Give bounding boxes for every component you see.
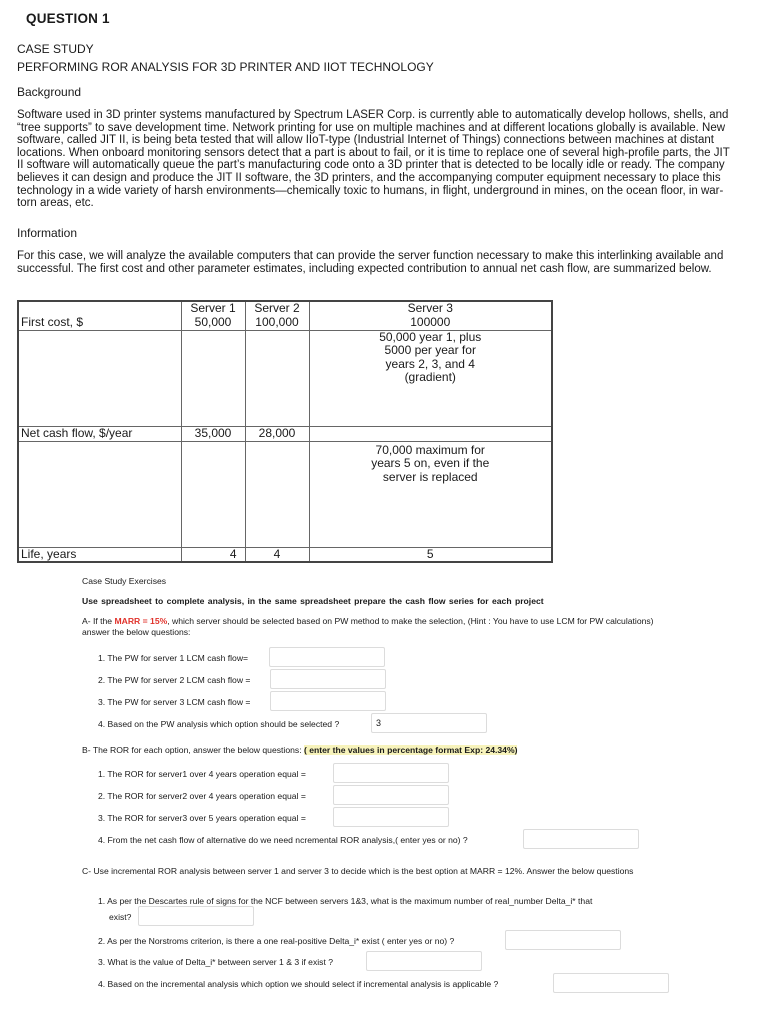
section-a-intro: A- If the MARR = 15%, which server should be selected based on PW method to make the selection, (Hint : You have to use LCM for PW calculations) answer the below questions: [82,616,654,637]
background-text: Software used in 3D printer systems manufactured by Spectrum LASER Corp. is currently able to automatically develop hollows, shells, and “tree supports” to save development time. Network printing for use on multiple machines and at different locations globally is available. New software, called JIT II, is being beta tested that will allow IIoT-type (Industrial Internet of Things) connections between machines at distant locations. When onboard monitoring sensors detect that a part is about to fail, or it is time to replace one of several high-profile parts, the JIT II software will automatically queue the part’s manufacturing code onto a 3D printer that is detected to be locally idle or ready. The company believes it can design and produce the JIT II software, the 3D printers, and the accompanying computer equipment necessary to place this technology in a wide variety of harsh environments—chemically toxic to humans, in flight, underground in mines, on the ocean floor, in war-torn areas, etc. [17,109,730,210]
answer-a3-input[interactable] [270,691,386,711]
case-study-label: CASE STUDY [17,42,94,56]
section-b-intro: B- The ROR for each option, answer the below questions: ( enter the values in percentage format Exp: 24.34%) [82,745,518,755]
question-c2: 2. As per the Norstroms criterion, is there a one real-positive Delta_i* exist ( enter yes or no) ? [98,936,455,946]
answer-c4-input[interactable] [553,973,669,993]
table-row [18,330,552,426]
question-a2: 2. The PW for server 2 LCM cash flow = [98,675,251,685]
server1-ncf: 35,000 [181,426,245,441]
question-b4: 4. From the net cash flow of alternative do we need ncremental ROR analysis,( enter yes or no) ? [98,835,468,845]
server-comparison-table [17,300,553,563]
exercises-instruction: Use spreadsheet to complete analysis, in the same spreadsheet prepare the cash flow series for each project [82,596,544,606]
answer-b4-input[interactable] [523,829,639,849]
case-title: PERFORMING ROR ANALYSIS FOR 3D PRINTER AND IIOT TECHNOLOGY [17,60,434,74]
question-a3: 3. The PW for server 3 LCM cash flow = [98,697,251,707]
exercises-heading: Case Study Exercises [82,576,167,586]
table-row [18,426,552,441]
answer-a1-input[interactable] [269,647,385,667]
answer-b3-input[interactable] [333,807,449,827]
question-title: QUESTION 1 [26,11,110,26]
answer-c1-input[interactable] [138,906,254,926]
server1-header: Server 1 [190,301,236,315]
information-heading: Information [17,226,78,240]
table-row [18,301,552,330]
server3-header-cell [309,301,552,330]
server3-first-cost-note: 50,000 year 1, plus 5000 per year for years 2, 3, and 4 (gradient) [309,330,552,426]
section-c-intro: C- Use incremental ROR analysis between server 1 and server 3 to decide which is the best option at MARR = 12%. Answer the below questions [82,866,634,876]
question-a4: 4. Based on the PW analysis which option should be selected ? [98,719,340,729]
answer-b2-input[interactable] [333,785,449,805]
answer-c2-input[interactable] [505,930,621,950]
question-c1-line2: exist? [109,912,132,922]
question-c4: 4. Based on the incremental analysis which option we should select if incremental analysis is applicable ? [98,979,499,989]
table-row [18,441,552,547]
server1-life: 4 [181,547,245,562]
question-b2: 2. The ROR for server2 over 4 years operation equal = [98,791,306,801]
question-b3: 3. The ROR for server3 over 5 years operation equal = [98,813,306,823]
background-heading: Background [17,85,82,99]
first-cost-label: First cost, $ [18,301,181,330]
server2-header: Server 2 [254,301,300,315]
server2-first-cost: 100,000 [255,314,299,329]
question-c3: 3. What is the value of Delta_i* between server 1 & 3 if exist ? [98,957,334,967]
server1-first-cost: 50,000 [194,314,232,329]
server2-header-cell [245,301,309,330]
server3-ncf-note: 70,000 maximum for years 5 on, even if the server is replaced [309,441,552,547]
server1-header-cell [181,301,245,330]
table-row [18,547,552,562]
server3-life: 5 [309,547,552,562]
server2-life: 4 [245,547,309,562]
information-text: For this case, we will analyze the available computers that can provide the server function necessary to make this interlinking available and successful. The first cost and other parameter estimates, including expected contribution to annual net cash flow, are summarized below. [17,250,724,275]
percent-format-note: ( enter the values in percentage format Exp: 24.34%) [303,745,518,755]
answer-b1-input[interactable] [333,763,449,783]
marr-highlight: MARR = 15% [114,616,168,626]
life-label: Life, years [18,547,181,562]
server3-header: Server 3 [407,301,453,315]
answer-a2-input[interactable] [270,669,386,689]
ncf-label: Net cash flow, $/year [18,426,181,441]
answer-c3-input[interactable] [366,951,482,971]
answer-a4-input[interactable]: 3 [371,713,487,733]
question-b1: 1. The ROR for server1 over 4 years operation equal = [98,769,306,779]
question-a1: 1. The PW for server 1 LCM cash flow= [98,653,249,663]
server2-ncf: 28,000 [245,426,309,441]
server3-first-cost: 100000 [410,314,451,329]
question-c1-line1: 1. As per the Descartes rule of signs for the NCF between servers 1&3, what is the maximum number of real_number Delta_i* that [98,896,593,906]
